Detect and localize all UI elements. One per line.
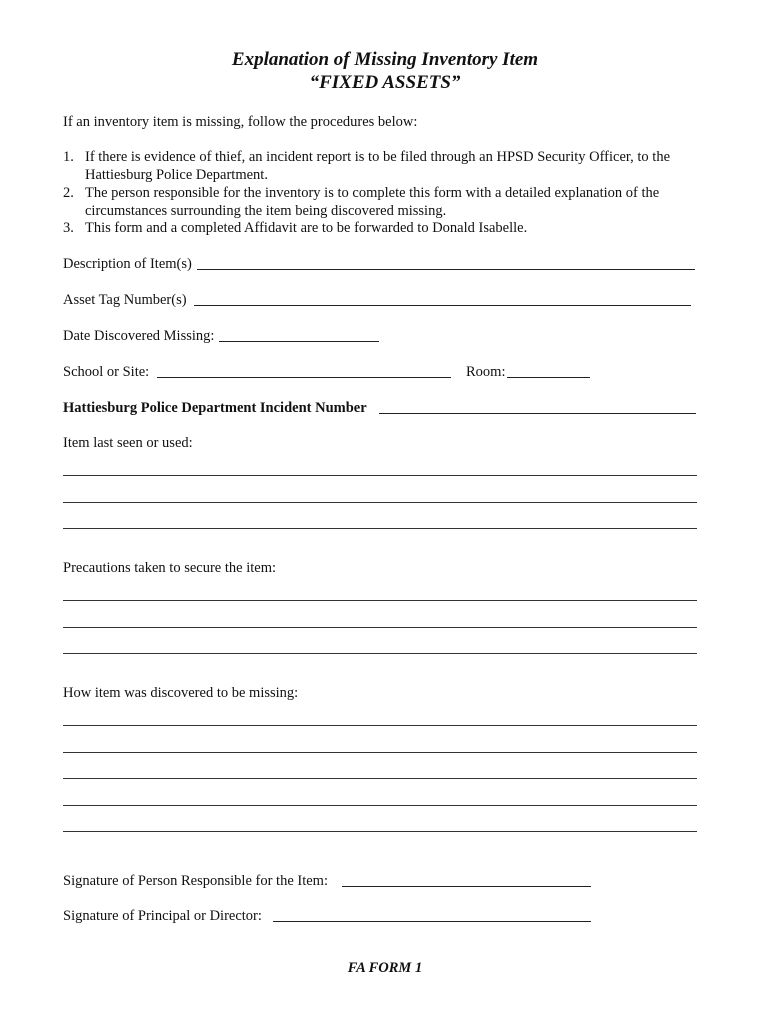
asset-tag-field[interactable] bbox=[194, 305, 691, 306]
date-missing-field[interactable] bbox=[219, 341, 379, 342]
procedure-text: The person responsible for the inventory is to complete this form with a detailed explanation of the circumstances surrounding the item being discovered missing. bbox=[85, 185, 660, 219]
incident-number-label: Hattiesburg Police Department Incident Number bbox=[63, 400, 367, 416]
last-seen-line[interactable] bbox=[63, 502, 697, 503]
room-field[interactable] bbox=[507, 377, 590, 378]
procedure-item bbox=[63, 219, 713, 237]
signature-responsible-label: Signature of Person Responsible for the Item: bbox=[63, 873, 328, 889]
last-seen-line[interactable] bbox=[63, 528, 697, 529]
form-footer: FA FORM 1 bbox=[347, 960, 423, 976]
signature-responsible-field[interactable] bbox=[342, 886, 591, 887]
how-discovered-line[interactable] bbox=[63, 752, 697, 753]
procedure-text: If there is evidence of thief, an incident report is to be filed through an HPSD Security Officer, to the Hattiesburg Police Department. bbox=[85, 149, 671, 183]
description-label: Description of Item(s) bbox=[63, 256, 192, 272]
last-seen-label: Item last seen or used: bbox=[63, 435, 193, 451]
procedure-text: This form and a completed Affidavit are to be forwarded to Donald Isabelle. bbox=[85, 220, 528, 236]
how-discovered-line[interactable] bbox=[63, 805, 697, 806]
precautions-label: Precautions taken to secure the item: bbox=[63, 560, 276, 576]
procedure-number: 1. bbox=[63, 149, 74, 165]
school-site-field[interactable] bbox=[157, 377, 451, 378]
incident-number-field[interactable] bbox=[379, 413, 696, 414]
procedure-item bbox=[63, 184, 713, 220]
room-label: Room: bbox=[466, 364, 506, 380]
procedure-number: 3. bbox=[63, 220, 74, 236]
procedure-item bbox=[63, 148, 713, 184]
form-subtitle: “FIXED ASSETS” bbox=[309, 72, 461, 93]
signature-principal-field[interactable] bbox=[273, 921, 591, 922]
signature-principal-label: Signature of Principal or Director: bbox=[63, 908, 262, 924]
how-discovered-line[interactable] bbox=[63, 778, 697, 779]
how-discovered-line[interactable] bbox=[63, 831, 697, 832]
how-discovered-line[interactable] bbox=[63, 725, 697, 726]
precautions-line[interactable] bbox=[63, 653, 697, 654]
date-missing-label: Date Discovered Missing: bbox=[63, 328, 215, 344]
intro-text: If an inventory item is missing, follow the procedures below: bbox=[63, 114, 418, 130]
form-title: Explanation of Missing Inventory Item bbox=[231, 49, 539, 70]
how-discovered-label: How item was discovered to be missing: bbox=[63, 685, 299, 701]
precautions-line[interactable] bbox=[63, 627, 697, 628]
asset-tag-label: Asset Tag Number(s) bbox=[63, 292, 187, 308]
description-field[interactable] bbox=[197, 269, 695, 270]
precautions-line[interactable] bbox=[63, 600, 697, 601]
last-seen-line[interactable] bbox=[63, 475, 697, 476]
procedure-number: 2. bbox=[63, 185, 74, 201]
school-site-label: School or Site: bbox=[63, 364, 150, 380]
